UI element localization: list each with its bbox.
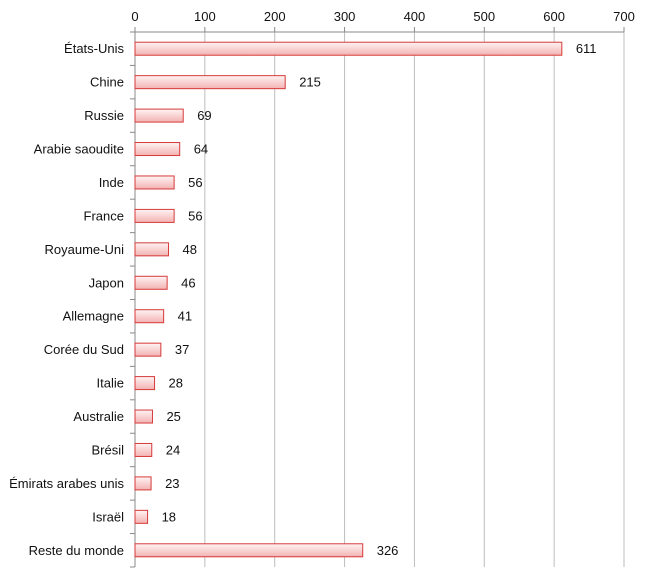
category-label: États-Unis xyxy=(64,41,124,57)
data-label: 326 xyxy=(376,542,399,558)
x-tick-label: 300 xyxy=(333,9,356,24)
data-label: 28 xyxy=(168,375,184,391)
bar xyxy=(135,209,174,222)
x-tick-label: 200 xyxy=(263,9,286,24)
category-label: Chine xyxy=(90,74,124,90)
bar xyxy=(135,510,148,523)
category-label: Israël xyxy=(92,509,124,525)
data-label: 37 xyxy=(174,342,190,358)
data-label: 24 xyxy=(165,442,181,458)
bar xyxy=(135,176,174,189)
data-label: 41 xyxy=(177,308,193,324)
bar xyxy=(135,410,152,423)
tick-labels xyxy=(131,9,634,24)
bar xyxy=(135,276,167,289)
data-label: 18 xyxy=(161,509,177,525)
bar xyxy=(135,377,155,390)
data-label: 611 xyxy=(575,41,597,57)
bar xyxy=(135,109,183,122)
bar xyxy=(135,310,164,323)
x-tick-label: 400 xyxy=(403,9,426,24)
gridlines xyxy=(205,32,624,567)
bar xyxy=(135,143,180,156)
data-label: 56 xyxy=(188,174,203,190)
category-label: Italie xyxy=(96,375,124,391)
category-label: Émirats arabes unis xyxy=(9,475,124,491)
data-label: 48 xyxy=(182,241,198,257)
data-label: 56 xyxy=(188,208,203,224)
bar xyxy=(135,243,169,256)
bar xyxy=(135,76,285,89)
category-label: France xyxy=(83,208,124,224)
data-label: 69 xyxy=(197,108,212,124)
bar xyxy=(135,443,152,456)
x-tick-label: 100 xyxy=(194,9,216,24)
bar xyxy=(135,477,151,490)
bar xyxy=(135,544,363,557)
x-tick-label: 600 xyxy=(543,9,565,24)
data-label: 215 xyxy=(299,74,321,90)
data-label: 64 xyxy=(193,141,209,157)
category-label: Japon xyxy=(88,275,124,291)
category-label: Corée du Sud xyxy=(43,342,124,358)
category-label: Australie xyxy=(73,409,124,425)
x-tick-label: 0 xyxy=(131,9,139,24)
category-label: Royaume-Uni xyxy=(44,241,124,257)
category-label: Inde xyxy=(98,174,124,190)
data-label: 23 xyxy=(165,475,180,491)
category-label: Allemagne xyxy=(62,308,124,324)
data-label: 25 xyxy=(166,409,181,425)
bar xyxy=(135,343,161,356)
category-label: Arabie saoudite xyxy=(33,141,124,157)
category-label: Brésil xyxy=(91,442,124,458)
labels xyxy=(9,41,596,558)
category-label: Reste du monde xyxy=(28,542,124,558)
category-label: Russie xyxy=(84,108,124,124)
x-tick-label: 500 xyxy=(473,9,496,24)
data-label: 46 xyxy=(181,275,196,291)
bar xyxy=(135,42,562,55)
x-tick-label: 700 xyxy=(613,9,635,24)
